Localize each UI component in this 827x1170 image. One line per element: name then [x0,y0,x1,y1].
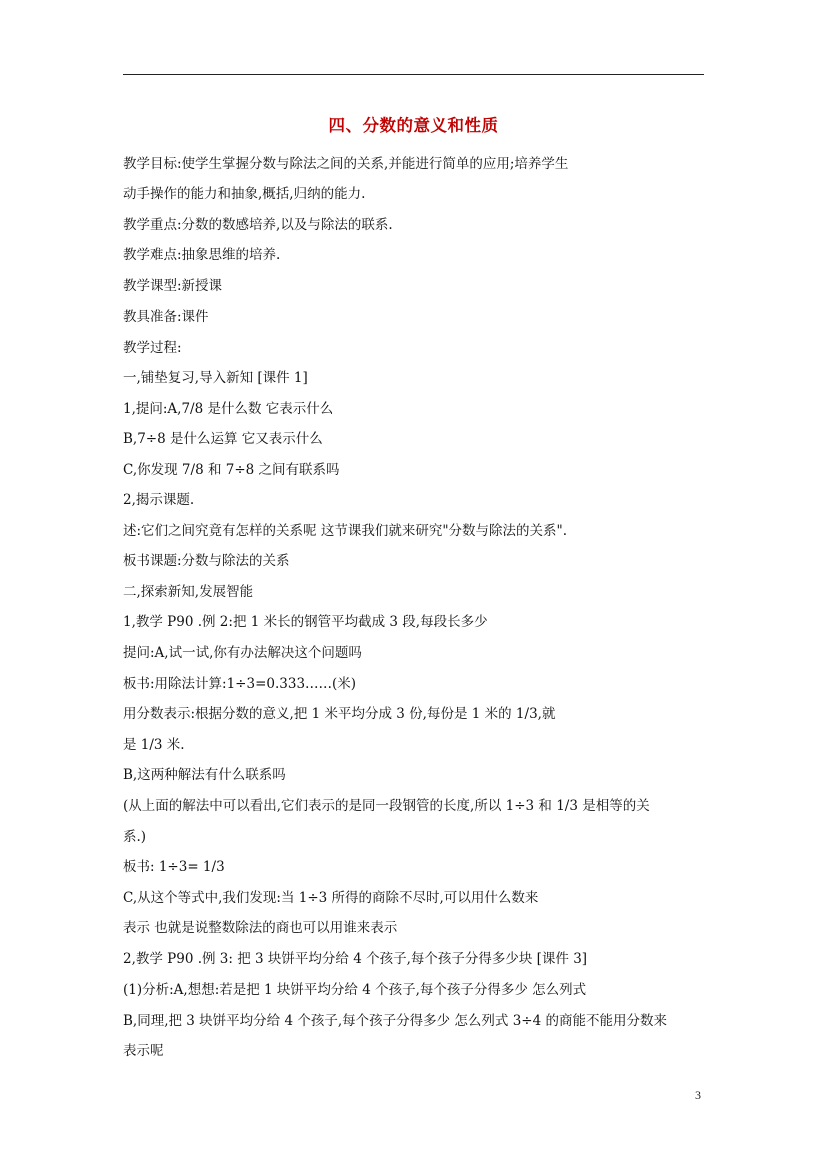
text-line: 提问:A,试一试,你有办法解决这个问题吗 [123,645,362,661]
text-line: 教具准备:课件 [123,309,209,325]
text-line: 板书:用除法计算:1÷3=0.333……(米) [123,676,357,692]
text-line: C,从这个等式中,我们发现:当 1÷3 所得的商除不尽时,可以用什么数来 [123,890,539,906]
text-line: 1,教学 P90 .例 2:把 1 米长的钢管平均截成 3 段,每段长多少 [123,614,488,630]
page-number: 3 [695,1088,701,1102]
text-line: 2,揭示课题. [123,492,195,508]
text-line: 2,教学 P90 .例 3: 把 3 块饼平均分给 4 个孩子,每个孩子分得多少块 [课件 3] [123,951,588,967]
text-line: 述:它们之间究竟有怎样的关系呢 这节课我们就来研究"分数与除法的关系". [123,523,568,539]
text-line: 教学重点:分数的数感培养,以及与除法的联系. [123,217,393,233]
text-line: 教学课型:新授课 [123,278,223,294]
text-line: 二,探索新知,发展智能 [123,584,254,600]
text-line: B,这两种解法有什么联系吗 [123,767,286,783]
text-line: 教学目标:使学生掌握分数与除法之间的关系,并能进行简单的应用;培养学生 [123,156,569,172]
text-line: 动手操作的能力和抽象,概括,归纳的能力. [123,186,366,202]
text-line: 表示呢 [123,1043,164,1059]
text-line: 用分数表示:根据分数的意义,把 1 米平均分成 3 份,每份是 1 米的 1/3,就 [123,706,556,722]
text-line: C,你发现 7/8 和 7÷8 之间有联系吗 [123,462,340,478]
page-title: 四、分数的意义和性质 [328,116,499,135]
text-line: 板书课题:分数与除法的关系 [123,553,290,569]
text-line: 教学难点:抽象思维的培养. [123,247,281,263]
text-line: (1)分析:A,想想:若是把 1 块饼平均分给 4 个孩子,每个孩子分得多少 怎么列式 [123,982,587,998]
header-rule [123,74,704,75]
text-line: 系.) [123,829,147,845]
text-line: 板书: 1÷3= 1/3 [123,859,225,875]
text-line: 1,提问:A,7/8 是什么数 它表示什么 [123,401,334,417]
text-line: B,7÷8 是什么运算 它又表示什么 [123,431,323,447]
text-line: 是 1/3 米. [123,737,185,753]
text-line: 教学过程: [123,340,182,356]
text-line: 一,铺垫复习,导入新知 [课件 1] [123,370,308,386]
text-line: B,同理,把 3 块饼平均分给 4 个孩子,每个孩子分得多少 怎么列式 3÷4 的商能不能用分数来 [123,1013,668,1029]
text-line: (从上面的解法中可以看出,它们表示的是同一段钢管的长度,所以 1÷3 和 1/3 是相等的关 [123,798,650,814]
text-line: 表示 也就是说整数除法的商也可以用谁来表示 [123,920,398,936]
